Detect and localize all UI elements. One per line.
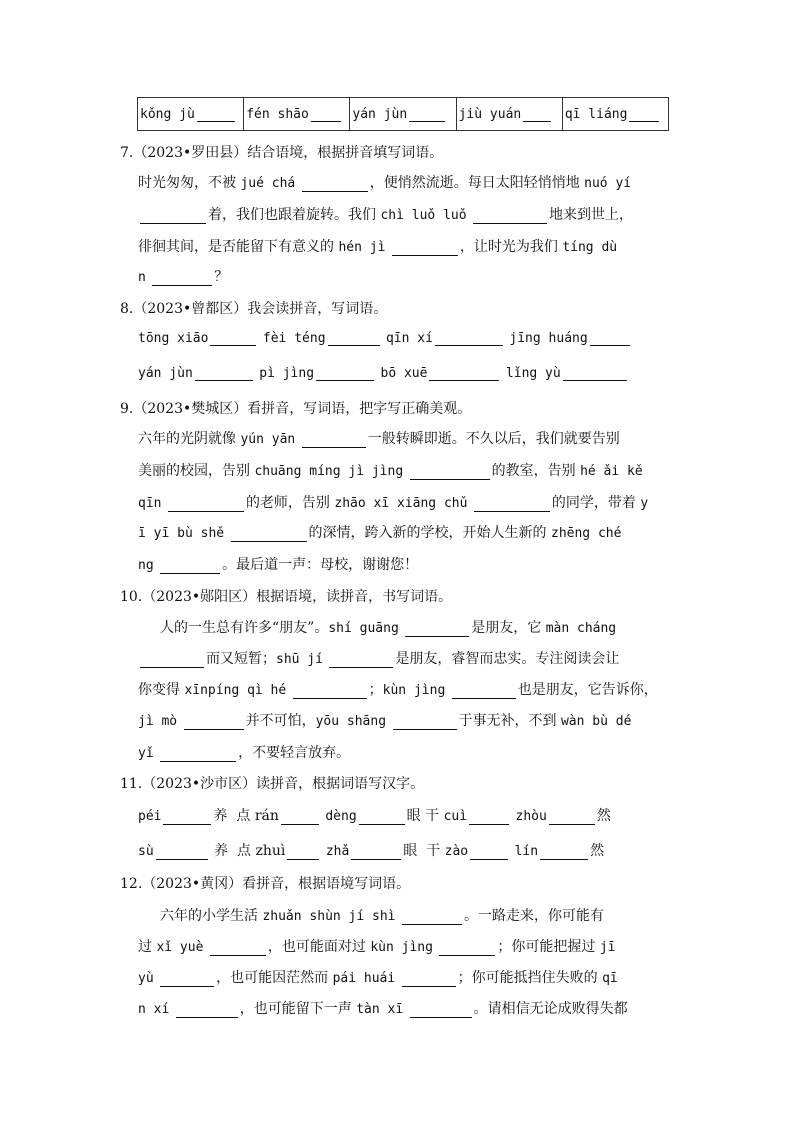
question-8-title: 8.（2023•曾都区）我会读拼音，写词语。 (120, 301, 388, 317)
question-12-title: 12.（2023•黄冈）看拼音，根据语境写词语。 (120, 876, 411, 892)
q7-line4: n ？ (138, 269, 229, 285)
q11-row2: sù 养 点 zhuì zhǎ 眼 干 zào lín 然 (138, 843, 605, 859)
q12-line2: 过 xǐ yuè ，也可能面对过 kùn jìng ；你可能把握过 jī (138, 939, 616, 955)
q12-line3: yù ，也可能因茫然而 pái huái ；你可能抵挡住失败的 qī (138, 970, 618, 986)
q11-row1: péi 养 点 rán dèng 眼 干 cuì zhòu 然 (138, 808, 611, 824)
q7-line3: 徘徊其间，是否能留下有意义的 hén jì ，让时光为我们 tíng dù (138, 239, 618, 255)
q8-row2: yán jùn pì jìng bō xuē lǐng yù (138, 365, 629, 381)
q9-line2: 美丽的校园，告别 chuāng míng jì jìng 的教室，告别 hé ǎi kě (138, 463, 643, 479)
question-7-title: 7.（2023•罗田县）结合语境，根据拼音填写词语。 (120, 145, 444, 161)
q9-line3: qīn 的老师，告别 zhāo xī xiāng chǔ 的同学，带着 y (138, 495, 649, 511)
q8-row1: tōng xiāo fèi téng qīn xí jīng huáng (138, 330, 632, 346)
table-cell: kǒng jù (138, 98, 244, 130)
q12-line1: 六年的小学生活 zhuǎn shùn jí shì 。一路走来，你可能有 (160, 908, 604, 924)
q10-line2: 而又短暂；shū jí 是朋友，睿智而忠实。专注阅读会让 (138, 648, 619, 668)
q7-line1: 时光匆匆，不被 jué chá ，便悄然流逝。每日太阳轻悄悄地 nuó yí (138, 175, 632, 191)
q9-line4: ī yī bù shě 的深情，跨入新的学校，开始人生新的 zhēng ché (138, 525, 622, 541)
q9-line5: ng 。最后道一声：母校，谢谢您！ (138, 557, 419, 573)
question-10-title: 10.（2023•郧阳区）根据语境，读拼音，书写词语。 (120, 589, 453, 605)
q7-line2: 着，我们也跟着旋转。我们 chì luǒ luǒ 地来到世上， (138, 204, 633, 224)
q10-line5: yǐ ，不要轻言放弃。 (138, 745, 351, 761)
q10-line1: 人的一生总有许多“朋友”。shí guāng 是朋友，它 màn cháng (160, 620, 617, 636)
table-cell: jiù yuán (457, 98, 563, 130)
pinyin-table (137, 97, 669, 131)
q10-line3: 你变得 xīnpíng qì hé ；kùn jìng 也是朋友，它告诉你， (138, 682, 658, 698)
q12-line4: n xí ，也可能留下一声 tàn xī 。请相信无论成败得失都 (138, 1001, 628, 1017)
table-cell: yán jùn (350, 98, 456, 130)
q10-line4: jì mò 并不可怕，yōu shāng 于事无补，不到 wàn bù dé (138, 713, 632, 729)
q9-line1: 六年的光阴就像 yún yān 一般转瞬即逝。不久以后，我们就要告别 (138, 431, 620, 447)
question-9-title: 9.（2023•樊城区）看拼音，写词语，把字写正确美观。 (120, 401, 472, 417)
table-cell: fén shāo (244, 98, 350, 130)
question-11-title: 11.（2023•沙市区）读拼音，根据词语写汉字。 (120, 776, 425, 792)
table-cell: qī liáng (563, 98, 668, 130)
